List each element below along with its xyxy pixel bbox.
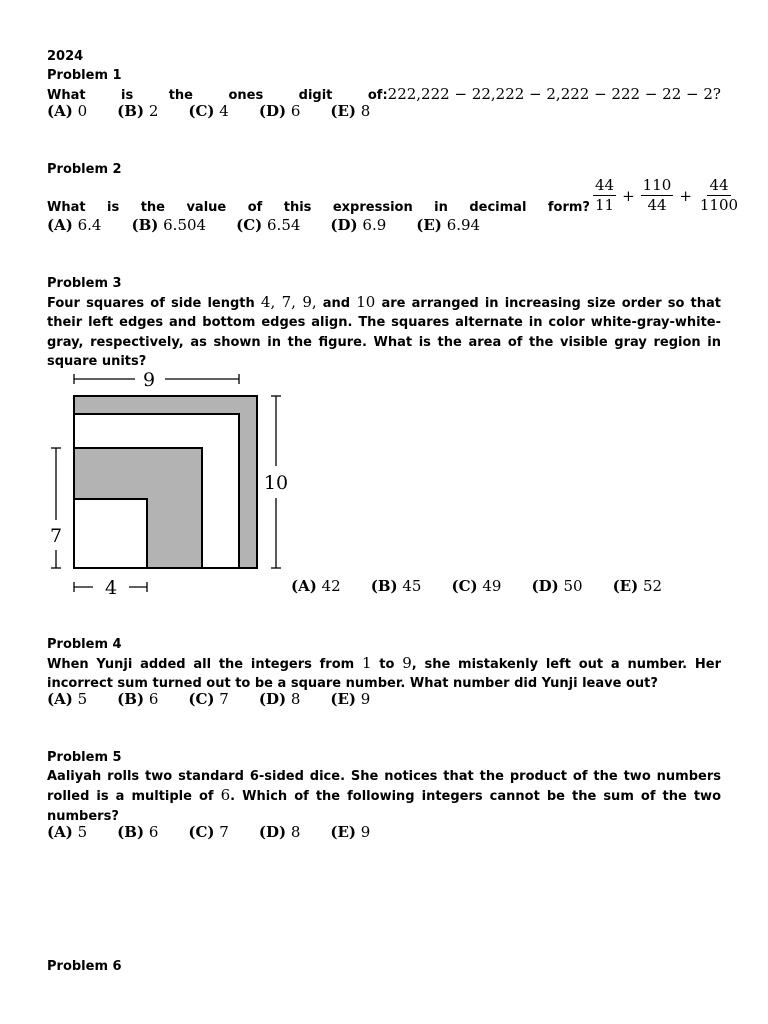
choice-letter: (E) (612, 577, 639, 595)
choice-d[interactable] (259, 689, 301, 709)
choice-a[interactable] (47, 101, 87, 121)
plus-sign: + (679, 186, 692, 205)
choice-a[interactable] (47, 822, 87, 842)
problem-4-text-part: When Yunji added all the integers from (47, 657, 362, 672)
choice-letter: (E) (330, 690, 357, 708)
choice-letter: (D) (258, 823, 287, 841)
dimension-9 (74, 369, 239, 391)
numerator: 110 (642, 176, 672, 194)
choice-a[interactable] (291, 576, 341, 596)
choice-e[interactable] (330, 101, 370, 121)
problem-5-text (47, 767, 721, 826)
choice-d[interactable] (259, 101, 301, 121)
dimension-label-9: 9 (142, 369, 156, 391)
choice-letter: (B) (117, 102, 145, 120)
problem-2-word: What (47, 200, 86, 215)
choice-b[interactable] (131, 215, 206, 235)
choice-value: 49 (482, 577, 502, 595)
problem-4-text (47, 654, 721, 694)
dimension-4 (74, 577, 147, 599)
problem-1-choices (47, 101, 400, 121)
choice-value: 6.4 (77, 216, 102, 234)
problem-1-word: ones (228, 88, 264, 103)
choice-letter: (A) (47, 690, 73, 708)
choice-value: 6.504 (163, 216, 207, 234)
problem-2-word: form? (547, 200, 590, 215)
fraction (593, 176, 616, 215)
problem-1-word: of: (367, 88, 388, 103)
choice-value: 9 (360, 690, 371, 708)
choice-letter: (C) (451, 577, 478, 595)
problem-4-choices (47, 689, 400, 709)
choice-letter: (E) (330, 823, 357, 841)
choice-value: 2 (148, 102, 159, 120)
problem-4-text-part: , she mistakenly left out a number. Her incorrect sum turned out to be a square number. What number did Yunji leave out? (47, 657, 721, 692)
dimension-label-7: 7 (49, 525, 63, 547)
problem-5-choices (47, 822, 400, 842)
problem-5-math: 6 (220, 786, 231, 805)
choice-e[interactable] (613, 576, 663, 596)
problem-3-text (47, 293, 721, 371)
choice-letter: (B) (117, 690, 145, 708)
problem-3-label: Problem 3 (47, 276, 122, 291)
problem-2-word: of (247, 200, 263, 215)
denominator: 11 (595, 196, 615, 214)
problem-4-math: 9 (402, 654, 412, 672)
choice-d[interactable] (531, 576, 582, 596)
choice-value: 6.54 (267, 216, 301, 234)
choice-c[interactable] (188, 101, 228, 121)
choice-value: 42 (321, 577, 341, 595)
choice-b[interactable] (117, 822, 158, 842)
choice-letter: (A) (291, 577, 317, 595)
choice-letter: (B) (117, 823, 145, 841)
choice-value: 5 (77, 690, 88, 708)
choice-d[interactable] (259, 822, 301, 842)
problem-3-text-part: are arranged in increasing size order so that their left edges and bottom edges align. The squares alternate in color white-gray-white-gray, respectively, as shown in the figure. What is the area of the visible gray region in square units? (47, 296, 722, 369)
problem-3-choices (291, 576, 692, 596)
squares-figure (40, 368, 300, 600)
square-4 (74, 499, 147, 568)
choice-letter: (E) (330, 102, 357, 120)
problem-3-text-part: and (316, 296, 357, 311)
problem-4-label: Problem 4 (47, 637, 122, 652)
problem-2-word: is (107, 200, 120, 215)
choice-b[interactable] (117, 101, 158, 121)
problem-2-word: the (140, 200, 165, 215)
fraction (641, 176, 674, 215)
problem-3-math: 4, 7, 9, (260, 293, 317, 311)
choice-letter: (B) (131, 216, 159, 234)
choice-c[interactable] (188, 689, 228, 709)
problem-5-text-part: . Which of the following integers cannot be the sum of the two numbers? (47, 789, 721, 824)
problem-3-math: 10 (356, 293, 376, 311)
problem-2-choices (47, 215, 510, 235)
choice-c[interactable] (451, 576, 501, 596)
problem-4-math: 1 (361, 654, 372, 672)
dimension-label-4: 4 (104, 577, 118, 599)
choice-c[interactable] (188, 822, 228, 842)
problem-2-word: expression (332, 200, 413, 215)
choice-letter: (A) (47, 216, 73, 234)
problem-3-text-part: Four squares of side length (47, 296, 261, 311)
choice-value: 4 (219, 102, 229, 120)
problem-2-word: decimal (469, 200, 527, 215)
problem-5-text-part: Aaliyah rolls two standard 6-sided dice. She notices that the product of the two numbers rolled is a multiple of (47, 769, 721, 805)
problem-2-word: in (434, 200, 448, 215)
choice-letter: (D) (258, 690, 287, 708)
choice-letter: (A) (47, 823, 73, 841)
dimension-label-10: 10 (263, 472, 289, 494)
choice-letter: (D) (258, 102, 287, 120)
choice-value: 8 (360, 102, 371, 120)
problem-1-word: the (168, 88, 193, 103)
problem-2-expression (590, 176, 743, 215)
choice-letter: (D) (531, 577, 559, 595)
choice-letter: (C) (188, 823, 215, 841)
choice-value: 45 (402, 577, 422, 595)
choice-e[interactable] (416, 215, 480, 235)
choice-e[interactable] (330, 822, 370, 842)
problem-1-expression: 222,222 − 22,222 − 2,222 − 222 − 22 − 2? (387, 85, 721, 103)
choice-value: 7 (219, 823, 229, 841)
choice-e[interactable] (330, 689, 370, 709)
choice-letter: (A) (47, 102, 73, 120)
choice-letter: (C) (188, 102, 215, 120)
problem-4-text-part: to (371, 657, 403, 672)
problem-1-label: Problem 1 (47, 68, 122, 83)
problem-1-word: digit (298, 88, 333, 103)
numerator: 44 (709, 176, 729, 194)
choice-b[interactable] (117, 689, 158, 709)
choice-a[interactable] (47, 215, 101, 235)
choice-value: 6 (290, 102, 301, 120)
denominator: 44 (647, 196, 667, 214)
year-heading: 2024 (47, 49, 84, 64)
choice-value: 9 (360, 823, 371, 841)
choice-letter: (B) (370, 577, 398, 595)
dimension-10 (264, 396, 288, 568)
choice-value: 8 (290, 690, 301, 708)
problem-1-word: is (121, 88, 134, 103)
denominator: 1100 (699, 196, 739, 214)
problem-6-label: Problem 6 (47, 959, 122, 974)
choice-letter: (E) (416, 216, 442, 234)
choice-value: 5 (77, 823, 88, 841)
choice-value: 7 (219, 690, 229, 708)
choice-value: 50 (563, 577, 583, 595)
numerator: 44 (595, 176, 615, 194)
choice-value: 52 (642, 577, 663, 595)
choice-value: 8 (290, 823, 301, 841)
choice-value: 6 (148, 823, 159, 841)
choice-d[interactable] (330, 215, 386, 235)
problem-1-tail (368, 84, 721, 105)
problem-1-word: What (47, 88, 86, 103)
problem-2-label: Problem 2 (47, 162, 122, 177)
choice-value: 6 (148, 690, 159, 708)
choice-value: 6.94 (446, 216, 481, 234)
choice-value: 6.9 (362, 216, 387, 234)
choice-letter: (D) (330, 216, 358, 234)
choice-letter: (C) (236, 216, 263, 234)
choice-letter: (C) (188, 690, 215, 708)
choice-a[interactable] (47, 689, 87, 709)
problem-5-label: Problem 5 (47, 750, 122, 765)
fraction (698, 176, 740, 215)
plus-sign: + (622, 186, 635, 205)
choice-value: 0 (77, 102, 88, 120)
choice-b[interactable] (371, 576, 422, 596)
problem-2-word: this (283, 200, 312, 215)
dimension-7 (50, 448, 62, 568)
choice-c[interactable] (236, 215, 300, 235)
problem-2-word: value (186, 200, 227, 215)
